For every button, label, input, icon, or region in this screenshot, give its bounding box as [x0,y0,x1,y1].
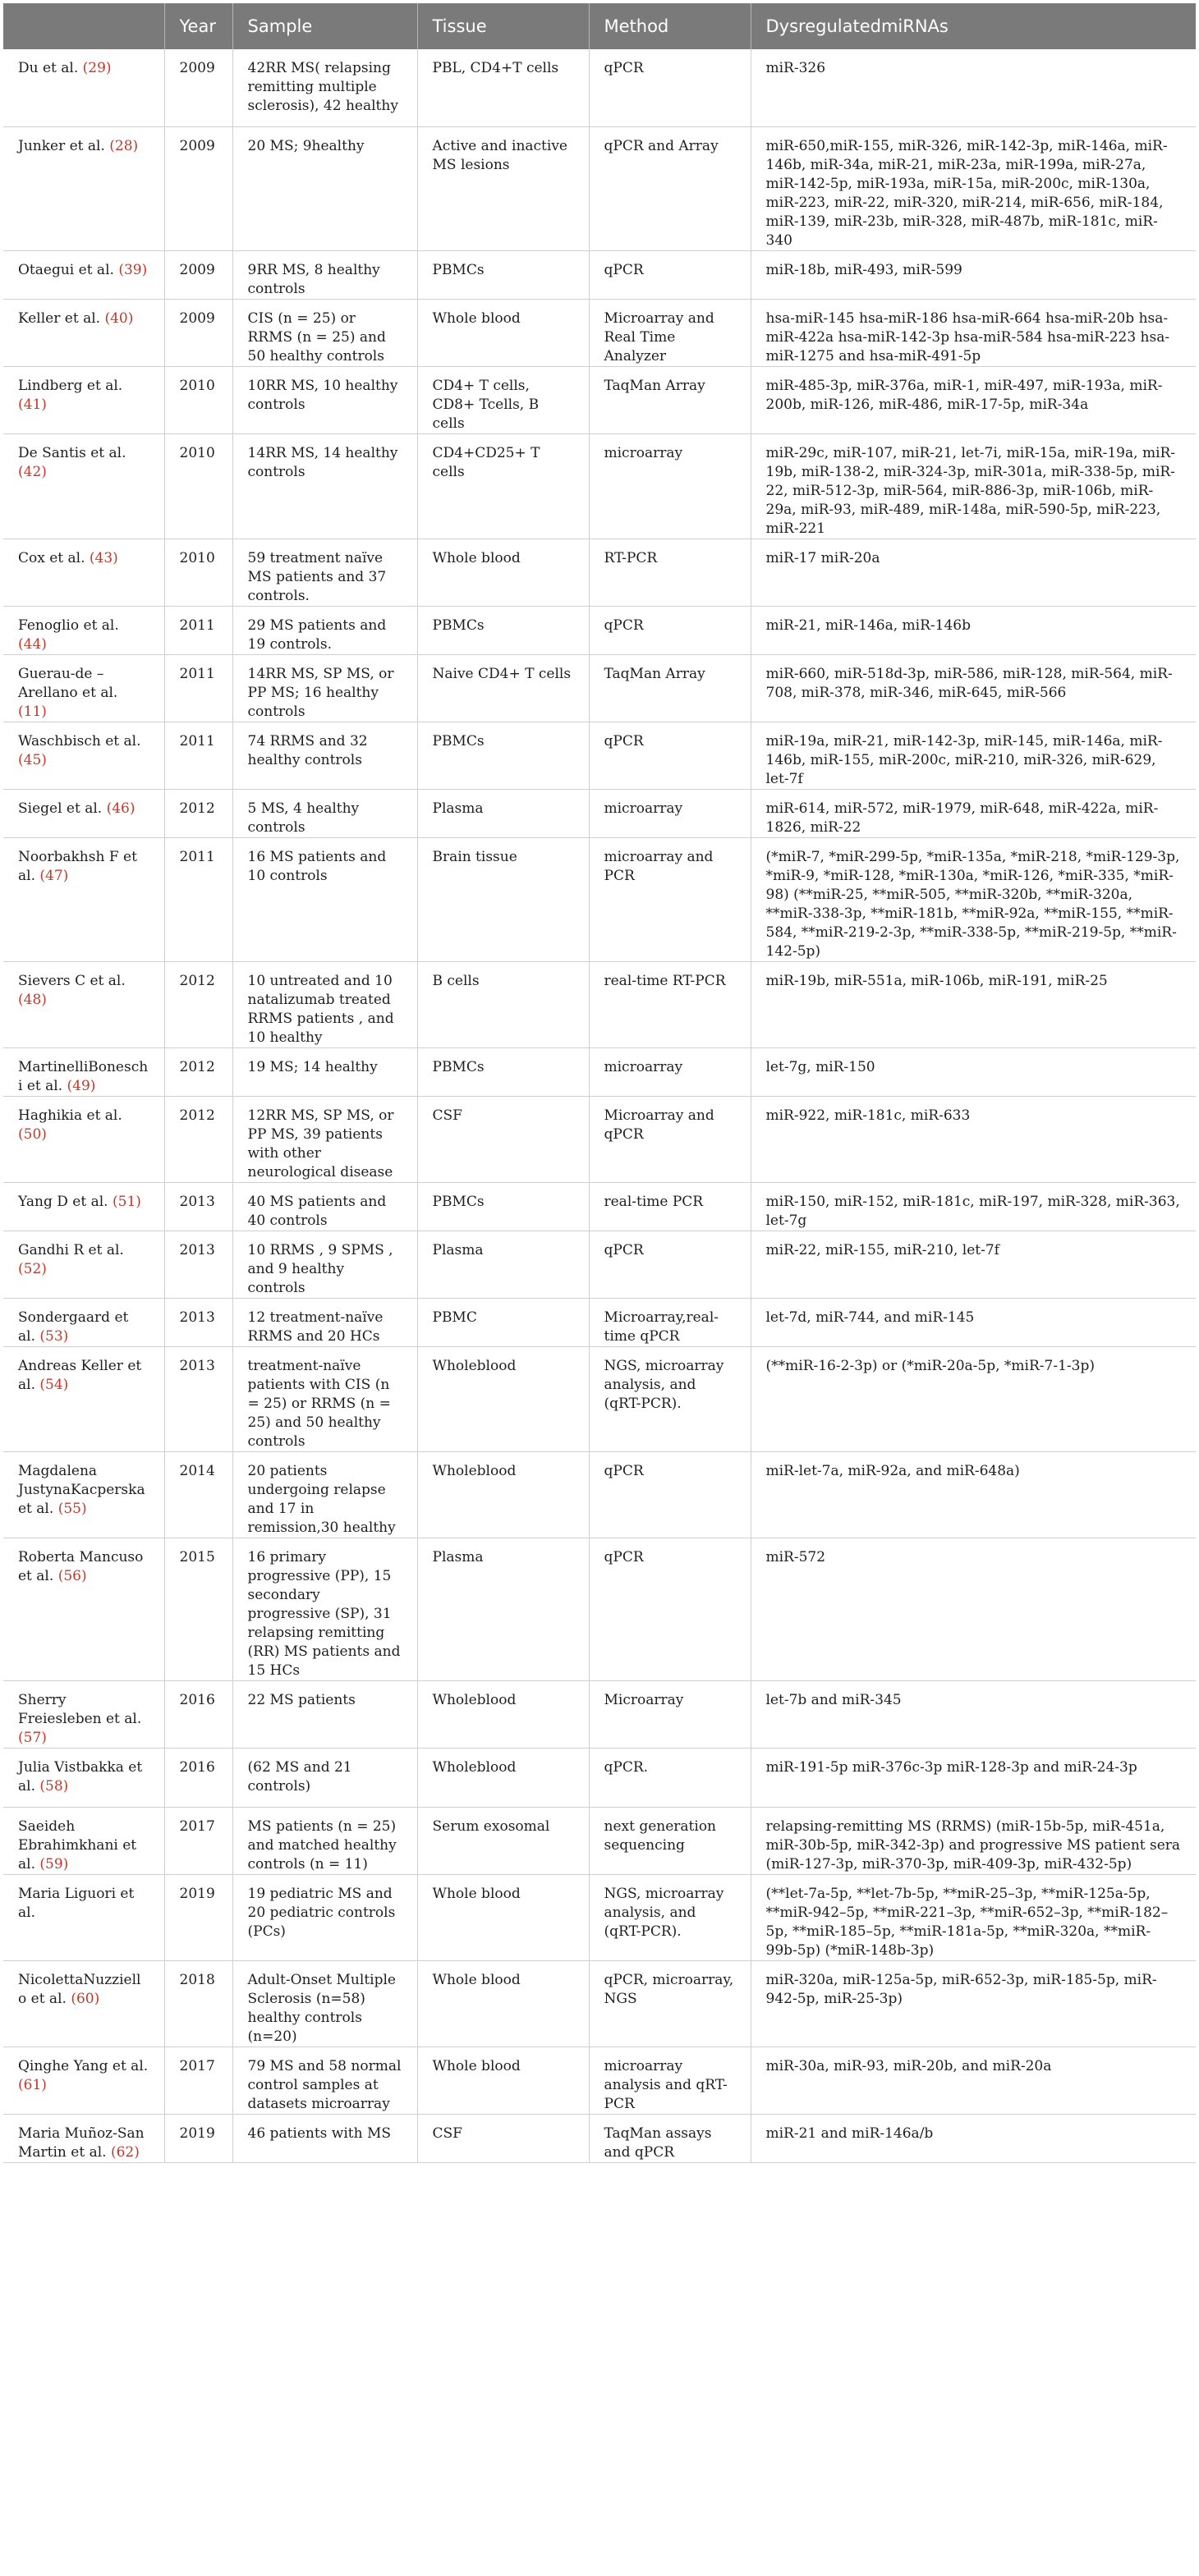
tissue-cell: PBMCs [417,1047,589,1096]
method-cell: qPCR. [589,1748,751,1807]
table-row [3,722,1196,789]
table-row [3,1451,1196,1538]
study-name: Sondergaard et al. [18,1309,129,1345]
year-cell: 2014 [164,1451,232,1538]
table-row [3,789,1196,837]
reference-link[interactable]: (52) [18,1260,47,1277]
year-cell: 2012 [164,789,232,837]
sample-cell: 74 RRMS and 32 healthy controls [232,722,417,789]
study-name: Siegel et al. [18,800,103,817]
method-cell: microarray [589,433,751,539]
mirnas-cell: hsa-miR-145 hsa-miR-186 hsa-miR-664 hsa-miR-20b hsa-miR-422a hsa-miR-142-3p hsa-miR-584 hsa-miR-223 hsa-miR-1275 and hsa-miR-491-5p [751,299,1196,366]
reference-link[interactable]: (50) [18,1125,47,1143]
mirnas-cell: miR-21, miR-146a, miR-146b [751,606,1196,654]
reference-link[interactable]: (42) [18,463,47,480]
study-cell [3,366,164,433]
sample-cell: 14RR MS, 14 healthy controls [232,433,417,539]
study-cell [3,654,164,722]
reference-link[interactable]: (61) [18,2076,47,2093]
mirnas-cell: miR-485-3p, miR-376a, miR-1, miR-497, miR-193a, miR-200b, miR-126, miR-486, miR-17-5p, miR-34a [751,366,1196,433]
study-name: Sievers C et al. [18,972,126,989]
study-name: Keller et al. [18,309,101,327]
study-cell [3,1807,164,1874]
study-name: Guerau-de –Arellano et al. [18,665,118,701]
year-cell: 2018 [164,1960,232,2047]
method-cell: real-time PCR [589,1182,751,1231]
study-cell [3,1874,164,1960]
header-method: Method [589,3,751,49]
method-cell: Microarray and qPCR [589,1096,751,1182]
sample-cell: 16 primary progressive (PP), 15 secondary progressive (SP), 31 relapsing remitting (RR) MS patients and 15 HCs [232,1538,417,1680]
year-cell: 2019 [164,2114,232,2162]
mirnas-cell: miR-660, miR-518d-3p, miR-586, miR-128, miR-564, miR-708, miR-378, miR-346, miR-645, miR-566 [751,654,1196,722]
sample-cell: 9RR MS, 8 healthy controls [232,250,417,299]
method-cell: microarray analysis and qRT-PCR [589,2047,751,2114]
mirnas-cell: miR-922, miR-181c, miR-633 [751,1096,1196,1182]
table-row [3,1346,1196,1451]
tissue-cell: Plasma [417,1538,589,1680]
tissue-cell: Wholeblood [417,1451,589,1538]
reference-link[interactable]: (56) [57,1567,87,1584]
mirnas-cell: let-7g, miR-150 [751,1047,1196,1096]
study-cell [3,539,164,606]
tissue-cell: Whole blood [417,539,589,606]
sample-cell: 42RR MS( relapsing remitting multiple sclerosis), 42 healthy [232,49,417,126]
tissue-cell: PBMCs [417,606,589,654]
year-cell: 2010 [164,366,232,433]
mirnas-cell: miR-191-5p miR-376c-3p miR-128-3p and miR-24-3p [751,1748,1196,1807]
study-name: Sherry Freiesleben et al. [18,1691,142,1727]
method-cell: qPCR [589,722,751,789]
mirnas-cell: miR-18b, miR-493, miR-599 [751,250,1196,299]
sample-cell: 16 MS patients and 10 controls [232,837,417,961]
method-cell: Microarray [589,1680,751,1748]
sample-cell: 59 treatment naïve MS patients and 37 controls. [232,539,417,606]
mirnas-cell: miR-19a, miR-21, miR-142-3p, miR-145, miR-146a, miR-146b, miR-155, miR-200c, miR-210, miR-326, miR-629, let-7f [751,722,1196,789]
year-cell: 2010 [164,433,232,539]
study-name: Roberta Mancuso et al. [18,1548,144,1584]
study-cell [3,2114,164,2162]
method-cell: RT-PCR [589,539,751,606]
tissue-cell: Brain tissue [417,837,589,961]
year-cell: 2012 [164,1096,232,1182]
study-name: Saeideh Ebrahimkhani et al. [18,1817,137,1872]
year-cell: 2017 [164,2047,232,2114]
reference-link[interactable]: (11) [18,703,47,720]
reference-link[interactable]: (44) [18,635,47,653]
table-row [3,433,1196,539]
method-cell: real-time RT-PCR [589,961,751,1047]
table-body [3,49,1196,2162]
tissue-cell: Whole blood [417,299,589,366]
mirnas-cell: miR-22, miR-155, miR-210, let-7f [751,1231,1196,1298]
study-cell [3,606,164,654]
study-cell [3,1748,164,1807]
reference-link[interactable]: (53) [39,1327,69,1345]
method-cell: qPCR and Array [589,126,751,250]
mirnas-cell: miR-30a, miR-93, miR-20b, and miR-20a [751,2047,1196,2114]
reference-link[interactable]: (40) [104,309,134,327]
mirnas-cell: miR-let-7a, miR-92a, and miR-648a) [751,1451,1196,1538]
tissue-cell: PBMC [417,1298,589,1346]
table-row [3,2047,1196,2114]
year-cell: 2009 [164,49,232,126]
table-row [3,366,1196,433]
method-cell: qPCR [589,1451,751,1538]
sample-cell: 10 untreated and 10 natalizumab treated RRMS patients , and 10 healthy [232,961,417,1047]
study-name: Maria Muñoz-San Martin et al. [18,2125,145,2161]
table-row [3,1748,1196,1807]
table-row [3,1298,1196,1346]
tissue-cell: B cells [417,961,589,1047]
sample-cell: 20 patients undergoing relapse and 17 in remission,30 healthy [232,1451,417,1538]
mirnas-cell: miR-650,miR-155, miR-326, miR-142-3p, miR-146a, miR-146b, miR-34a, miR-21, miR-23a, miR-199a, miR-27a, miR-142-5p, miR-193a, miR-15a, miR-200c, miR-130a, miR-223, miR-22, miR-320, miR-214, miR-656, miR-184, miR-139, miR-23b, miR-328, miR-487b, miR-181c, miR-340 [751,126,1196,250]
reference-link[interactable]: (49) [67,1077,96,1094]
study-cell [3,1451,164,1538]
table-row [3,961,1196,1047]
reference-link[interactable]: (28) [109,137,139,154]
sample-cell: 19 MS; 14 healthy [232,1047,417,1096]
year-cell: 2019 [164,1874,232,1960]
method-cell: TaqMan assays and qPCR [589,2114,751,2162]
study-cell [3,961,164,1047]
sample-cell: 40 MS patients and 40 controls [232,1182,417,1231]
tissue-cell: Whole blood [417,1960,589,2047]
method-cell: microarray and PCR [589,837,751,961]
table-row [3,654,1196,722]
tissue-cell: CSF [417,2114,589,2162]
reference-link[interactable]: (29) [82,60,112,76]
method-cell: Microarray,real-time qPCR [589,1298,751,1346]
reference-link[interactable]: (48) [18,991,47,1008]
sample-cell: 19 pediatric MS and 20 pediatric controls (PCs) [232,1874,417,1960]
study-name: Andreas Keller et al. [18,1357,142,1393]
mirnas-cell: miR-150, miR-152, miR-181c, miR-197, miR-328, miR-363, let-7g [751,1182,1196,1231]
method-cell: microarray [589,789,751,837]
year-cell: 2009 [164,299,232,366]
year-cell: 2009 [164,250,232,299]
year-cell: 2011 [164,722,232,789]
table-row [3,1680,1196,1748]
study-cell [3,1231,164,1298]
header-year: Year [164,3,232,49]
table-row [3,126,1196,250]
sample-cell: CIS (n = 25) or RRMS (n = 25) and 50 healthy controls [232,299,417,366]
year-cell: 2011 [164,837,232,961]
year-cell: 2013 [164,1231,232,1298]
year-cell: 2016 [164,1748,232,1807]
study-cell [3,1047,164,1096]
mirnas-cell: miR-572 [751,1538,1196,1680]
study-cell [3,1960,164,2047]
study-name: Maria Liguori et al. [18,1885,135,1921]
mirna-studies-table [3,3,1196,2163]
mirnas-cell: (**let-7a-5p, **let-7b-5p, **miR-25–3p, **miR-125a-5p, **miR-942–5p, **miR-221–3p, **miR-652–3p, **miR-182–5p, **miR-185–5p, **miR-181a-5p, **miR-320a, **miR-99b-5p) (*miR-148b-3p) [751,1874,1196,1960]
method-cell: TaqMan Array [589,654,751,722]
sample-cell: treatment-naïve patients with CIS (n = 25) or RRMS (n = 25) and 50 healthy controls [232,1346,417,1451]
tissue-cell: Active and inactive MS lesions [417,126,589,250]
study-cell [3,1538,164,1680]
table-row [3,1231,1196,1298]
tissue-cell: Whole blood [417,2047,589,2114]
study-cell [3,1680,164,1748]
tissue-cell: Wholeblood [417,1346,589,1451]
tissue-cell: Plasma [417,1231,589,1298]
study-cell [3,433,164,539]
study-cell [3,837,164,961]
tissue-cell: Whole blood [417,1874,589,1960]
sample-cell: 14RR MS, SP MS, or PP MS; 16 healthy controls [232,654,417,722]
table-row [3,1096,1196,1182]
tissue-cell: Wholeblood [417,1748,589,1807]
sample-cell: MS patients (n = 25) and matched healthy controls (n = 11) [232,1807,417,1874]
sample-cell: 10RR MS, 10 healthy controls [232,366,417,433]
mirnas-cell: let-7b and miR-345 [751,1680,1196,1748]
table-row [3,1807,1196,1874]
table-row [3,1047,1196,1096]
year-cell: 2013 [164,1182,232,1231]
reference-link[interactable]: (57) [18,1729,47,1746]
study-name: Junker et al. [18,137,105,154]
study-cell [3,1346,164,1451]
reference-link[interactable]: (59) [39,1855,69,1872]
sample-cell: 12 treatment-naïve RRMS and 20 HCs [232,1298,417,1346]
study-cell [3,49,164,126]
year-cell: 2012 [164,1047,232,1096]
year-cell: 2013 [164,1298,232,1346]
year-cell: 2015 [164,1538,232,1680]
reference-link[interactable]: (47) [39,867,69,884]
tissue-cell: PBMCs [417,722,589,789]
tissue-cell: CD4+ T cells, CD8+ Tcells, B cells [417,366,589,433]
study-name: MartinelliBoneschi et al. [18,1058,149,1094]
reference-link[interactable]: (58) [39,1777,69,1794]
study-name: Lindberg et al. [18,377,123,394]
method-cell: qPCR [589,49,751,126]
mirnas-cell: (*miR-7, *miR-299-5p, *miR-135a, *miR-218, *miR-129-3p, *miR-9, *miR-128, *miR-130a, *miR-126, *miR-335, *miR-98) (**miR-25, **miR-505, **miR-320b, **miR-320a, **miR-338-3p, **miR-181b, **miR-92a, **miR-155, **miR-584, **miR-219-2-3p, **miR-338-5p, **miR-219-5p, **miR-142-5p) [751,837,1196,961]
sample-cell: 12RR MS, SP MS, or PP MS, 39 patients with other neurological disease [232,1096,417,1182]
mirnas-cell: miR-19b, miR-551a, miR-106b, miR-191, miR-25 [751,961,1196,1047]
table-row [3,1960,1196,2047]
method-cell: qPCR [589,1231,751,1298]
study-name: Yang D et al. [18,1193,108,1210]
tissue-cell: PBMCs [417,1182,589,1231]
method-cell: qPCR [589,606,751,654]
reference-link[interactable]: (39) [118,261,148,278]
table-row [3,2114,1196,2162]
sample-cell: Adult-Onset Multiple Sclerosis (n=58) healthy controls (n=20) [232,1960,417,2047]
sample-cell: 20 MS; 9healthy [232,126,417,250]
study-name: Haghikia et al. [18,1107,122,1124]
reference-link[interactable]: (46) [106,800,136,817]
study-cell [3,722,164,789]
study-cell [3,250,164,299]
header-sample: Sample [232,3,417,49]
table-row [3,539,1196,606]
study-name: Julia Vistbakka et al. [18,1758,143,1794]
tissue-cell: Plasma [417,789,589,837]
study-name: Noorbakhsh F et al. [18,848,137,884]
table-row [3,1182,1196,1231]
mirnas-cell: miR-326 [751,49,1196,126]
header-tissue: Tissue [417,3,589,49]
study-name: Qinghe Yang et al. [18,2057,149,2074]
table-row [3,837,1196,961]
method-cell: microarray [589,1047,751,1096]
table-row [3,250,1196,299]
study-name: NicolettaNuzziello et al. [18,1971,141,2007]
header-row [3,3,1196,49]
mirnas-cell: (**miR-16-2-3p) or (*miR-20a-5p, *miR-7-1-3p) [751,1346,1196,1451]
mirnas-cell: miR-17 miR-20a [751,539,1196,606]
year-cell: 2012 [164,961,232,1047]
study-cell [3,1182,164,1231]
tissue-cell: Naive CD4+ T cells [417,654,589,722]
reference-link[interactable]: (41) [18,396,47,413]
mirnas-cell: miR-614, miR-572, miR-1979, miR-648, miR-422a, miR-1826, miR-22 [751,789,1196,837]
tissue-cell: PBMCs [417,250,589,299]
mirnas-cell: let-7d, miR-744, and miR-145 [751,1298,1196,1346]
mirnas-cell: relapsing-remitting MS (RRMS) (miR-15b-5p, miR-451a, miR-30b-5p, miR-342-3p) and progressive MS patient sera (miR-127-3p, miR-370-3p, miR-409-3p, miR-432-5p) [751,1807,1196,1874]
sample-cell: 79 MS and 58 normal control samples at datasets microarray [232,2047,417,2114]
mirnas-cell: miR-29c, miR-107, miR-21, let-7i, miR-15a, miR-19a, miR-19b, miR-138-2, miR-324-3p, miR-301a, miR-338-5p, miR-22, miR-512-3p, miR-564, miR-886-3p, miR-106b, miR-29a, miR-93, miR-489, miR-148a, miR-590-5p, miR-223, miR-221 [751,433,1196,539]
tissue-cell: CD4+CD25+ T cells [417,433,589,539]
reference-link[interactable]: (45) [18,751,47,768]
study-name: Fenoglio et al. [18,616,119,634]
header-study [3,3,164,49]
reference-link[interactable]: (43) [89,549,118,566]
study-name: De Santis et al. [18,444,126,461]
method-cell: qPCR, microarray, NGS [589,1960,751,2047]
study-name: Magdalena JustynaKacperska et al. [18,1462,145,1517]
study-cell [3,1298,164,1346]
table-row [3,1538,1196,1680]
study-name: Otaegui et al. [18,261,114,278]
method-cell: NGS, microarray analysis, and (qRT-PCR). [589,1874,751,1960]
year-cell: 2013 [164,1346,232,1451]
sample-cell: 5 MS, 4 healthy controls [232,789,417,837]
method-cell: TaqMan Array [589,366,751,433]
sample-cell: 22 MS patients [232,1680,417,1748]
table-row [3,299,1196,366]
study-cell [3,126,164,250]
study-cell [3,299,164,366]
tissue-cell: Wholeblood [417,1680,589,1748]
mirnas-cell: miR-21 and miR-146a/b [751,2114,1196,2162]
method-cell: next generation sequencing [589,1807,751,1874]
study-name: Gandhi R et al. [18,1241,124,1258]
study-cell [3,2047,164,2114]
year-cell: 2017 [164,1807,232,1874]
tissue-cell: Serum exosomal [417,1807,589,1874]
method-cell: NGS, microarray analysis, and (qRT-PCR). [589,1346,751,1451]
study-name: Waschbisch et al. [18,732,141,749]
mirnas-cell: miR-320a, miR-125a-5p, miR-652-3p, miR-185-5p, miR-942-5p, miR-25-3p) [751,1960,1196,2047]
year-cell: 2011 [164,654,232,722]
tissue-cell: CSF [417,1096,589,1182]
sample-cell: 46 patients with MS [232,2114,417,2162]
method-cell: qPCR [589,250,751,299]
table-row [3,606,1196,654]
header-mirnas: DysregulatedmiRNAs [751,3,1196,49]
reference-link[interactable]: (51) [113,1193,141,1210]
reference-link[interactable]: (54) [39,1376,69,1393]
table-row [3,1874,1196,1960]
study-cell [3,1096,164,1182]
sample-cell: 29 MS patients and 19 controls. [232,606,417,654]
study-name: Du et al. [18,60,79,76]
reference-link[interactable]: (55) [57,1500,87,1517]
method-cell: Microarray and Real Time Analyzer [589,299,751,366]
year-cell: 2011 [164,606,232,654]
year-cell: 2016 [164,1680,232,1748]
sample-cell: 10 RRMS , 9 SPMS , and 9 healthy controls [232,1231,417,1298]
sample-cell: (62 MS and 21 controls) [232,1748,417,1807]
study-cell [3,789,164,837]
year-cell: 2009 [164,126,232,250]
reference-link[interactable]: (60) [71,1990,100,2007]
study-name: Cox et al. [18,549,85,566]
year-cell: 2010 [164,539,232,606]
method-cell: qPCR [589,1538,751,1680]
tissue-cell: PBL, CD4+T cells [417,49,589,126]
table-row [3,49,1196,126]
reference-link[interactable]: (62) [110,2143,140,2161]
